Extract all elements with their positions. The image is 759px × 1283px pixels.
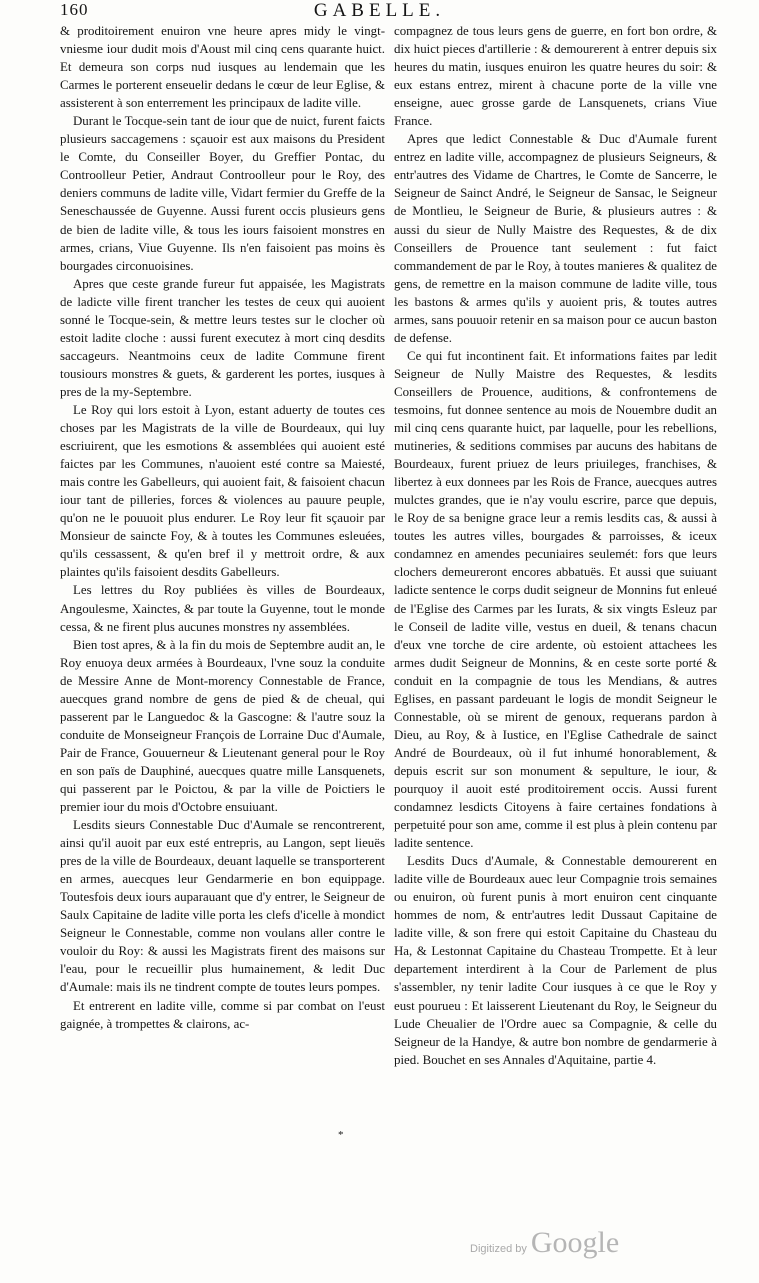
left-column — [60, 22, 385, 1033]
google-logo: Google — [530, 1226, 620, 1259]
google-watermark — [470, 1226, 619, 1260]
page-number: 160 — [60, 0, 89, 19]
paragraph: Le Roy qui lors estoit à Lyon, estant aduerty de toutes ces choses par les Magistrats de la ville de Bourdeaux, qui luy escriuirent, que les esmotions & assemblées qui auoient esté faictes par les Communes, n'auoient esté contre sa Maiesté, mais contre les Gabelleurs, qui auoient fait, & faisoient chacun iour tant de pilleries, forces & violences au pauure peuple, qu'on ne le pouuoit plus endurer. Le Roy leur fit sçauoir par Monsieur de saincte Foy, & à toutes les Communes esleuées, qu'ils cessassent, & qu'en bref il y mettroit ordre, & aux plaintes qu'ils faisoient desdits Gabelleurs. — [60, 402, 385, 580]
paragraph: Apres que ceste grande fureur fut appaisée, les Magistrats de ladicte ville firent trancher les testes de ceux qui auoient sonné le Tocque-sein, & mettre leurs testes sur le clocher où estoit ladite cloche : aussi furent executez à mort cinq desdits saccageurs. Neantmoins ceux de ladite Commune firent tousiours monstres & guets, & garderent les portes, iusques à pres de la my-Septembre. — [60, 276, 385, 399]
paragraph: Ce qui fut incontinent fait. Et informations faites par ledit Seigneur de Nully Maistre des Requestes, & lesdits Conseillers de Prouence, auditions, & confrontemens de tesmoins, fut donnee sentence au mois de Nouembre dudit an mil cinq cens quarante huict, par laquelle, pour les rebellions, mutineries, & seditions commises par aucuns des habitans de Bourdeaux, furent priuez de leurs priuileges, franchises, & libertez à eux donnees par les Rois de France, auecques autres mulctes grandes, que ie n'ay voulu escrire, parce que depuis, le Roy de sa benigne grace leur a remis lesdits cas, & aussi à toutes les autres villes, bourgades & parroisses, & iceux condamnez en amendes pecuniaires seulemét: fors que leurs clochers demeureront encores abbatuës. Et aussi que suiuant ladicte sentence le corps dudit seigneur de Monnins fut enleué de l'Eglise des Carmes par les Iurats, & six vingts Esleuz par le Conseil de ladite ville, vestus en dueil, & tenans chacun d'eux vne torche de cire ardente, où estoient attachees les armes dudit Seigneur de Monnins, & en ceste sorte porté & conduit en la compagnie de tous les Mendians, & autres Eglises, en passant pardeuant le logis de mondit Seigneur le Connestable, où se mirent de genoux, requerans pardon à Dieu, au Roy, & à Iustice, en l'Eglise Cathedrale de sainct André de Bourdeaux, où il fut inhumé honorablement, & depuis escrit sur son monument & sepulture, le iour, & pourquoy il auoit esté proditoirement occis. Aussi furent condamnez lesdicts Citoyens à faire certaines fondations à perpetuité pour son ame, comme il est plus à plein contenu par ladite sentence. — [394, 348, 717, 851]
paragraph: Lesdits Ducs d'Aumale, & Connestable demourerent en ladite ville de Bourdeaux auec leur Compagnie trois semaines ou enuiron, où furent punis à mort enuiron cent cinquante hommes de nom, & entr'autres ledit Dussaut Capitaine de ladite ville, & son frere qui estoit Capitaine du Chasteau du Ha, & Lestonnat Capitaine du Chasteau Trompette. Et à leur departement interdirent à la Cour de Parlement de plus s'assembler, ny tenir ladite Cour iusques à ce que le Roy y eust pourueu : Et laisserent Lieutenant du Roy, le Seigneur du Lude Cheualier de l'Ordre auec sa Compagnie, & celle du Seigneur de la Handye, & autre bon nombre de gendarmerie à pied. Bouchet en ses Annales d'Aquitaine, partie 4. — [394, 854, 717, 1067]
paragraph: & proditoirement enuiron vne heure apres midy le vingt-vniesme iour dudit mois d'Aoust mil cinq cens quarante huict. Et demeura son corps nud iusques au lendemain que les Carmes le porterent enseuelir dedans le cœur de leur Eglise, & assisterent à son enterrement les principaux de ladite ville. — [60, 24, 385, 111]
signature-mark: * — [338, 1129, 344, 1141]
right-column — [394, 22, 717, 1069]
paragraph: Lesdits sieurs Connestable Duc d'Aumale se rencontrerent, ainsi qu'il auoit par eux esté entrepris, au Langon, sept lieuës pres de la ville de Bourdeaux, deuant laquelle se transporterent en armes, auecques leur Gendarmerie en bon equippage. Toutesfois deux iours auparauant que d'y entrer, le Seigneur de Saulx Capitaine de ladite ville porta les clefs d'icelle à mondict Seigneur le Connestable, comme non voulans aller contre le vouloir du Roy: & aussi les Magistrats firent des maisons sur l'eau, pour le recueillir plus humainement, & ledit Duc d'Aumale: mais ils ne tindrent compte de toutes leurs pompes. — [60, 818, 385, 995]
paragraph: Bien tost apres, & à la fin du mois de Septembre audit an, le Roy enuoya deux armées à Bourdeaux, l'vne souz la conduite de Messire Anne de Mont-morency Connestable de France, auecques grand nombre de gens de pied & de cheual, qui passerent par le Languedoc & la Gascogne: & l'autre souz la conduite de Monseigneur François de Lorraine Duc d'Aumale, Pair de France, Gouuerneur & Lieutenant general pour le Roy en son païs de Dauphiné, auecques quatre mille Lansquenets, qui passerent par le Poictou, & par la ville de Poictiers le premier iour du mois d'Octobre ensuiuant. — [60, 637, 385, 815]
paragraph: Apres que ledict Connestable & Duc d'Aumale furent entrez en ladite ville, accompagnez de plusieurs Seigneurs, & entr'autres des Vidame de Chartres, le Comte de Sancerre, le Seigneur de Sainct André, le Seigneur de Sansac, le Seigneur de Montlieu, le Seigneur de Burie, & plusieurs autres : & aussi du sieur de Nully Maistre des Requestes, & de dix Conseillers de Prouence tant seulement : fut faict commandement de par le Roy, à toutes manieres & qualitez de gens, de remettre en la maison commune de ladite ville, tous les bastons & armes qu'ils y auoient pris, & toutes autres armes, sans pouuoir retenir en sa maison pour ce aucun baston de defense. — [394, 132, 717, 345]
paragraph: Les lettres du Roy publiées ès villes de Bourdeaux, Angoulesme, Xainctes, & par toute la Guyenne, tout le monde cessa, & ne firent plus aucunes monstres ny assemblées. — [60, 583, 385, 634]
watermark-prefix: Digitized by — [470, 1243, 527, 1255]
paragraph: compagnez de tous leurs gens de guerre, en fort bon ordre, & dix huict pieces d'artillerie : & demourerent à entrer depuis six heures du matin, iusques enuiron les quatre heures du soir: & eux estans entrez, mirent à chacune porte de la ville vne enseigne, auec grosse garde de Lansquenets, crians Viue France. — [394, 24, 717, 129]
paragraph: Durant le Tocque-sein tant de iour que de nuict, furent faicts plusieurs saccagemens : sçauoir est aux maisons du President le Comte, du Conseiller Boyer, du Greffier Pontac, du Controolleur Petier, Andraut Controolleur pour le Roy, des deniers communs de ladite ville, Vidart fermier du Greffe de la Seneschaussée de Guyenne. Aussi furent occis plusieurs gens de bien de ladite ville, & tous les iours faisoient monstres en armes, crians, Viue Guyenne. Ils n'en faisoient pas moins ès bourgades circonuoisines. — [60, 114, 385, 273]
running-title: GABELLE. — [313, 0, 446, 21]
paragraph: Et entrerent en ladite ville, comme si par combat on l'eust gaignée, à trompettes & clairons, ac- — [60, 998, 385, 1031]
